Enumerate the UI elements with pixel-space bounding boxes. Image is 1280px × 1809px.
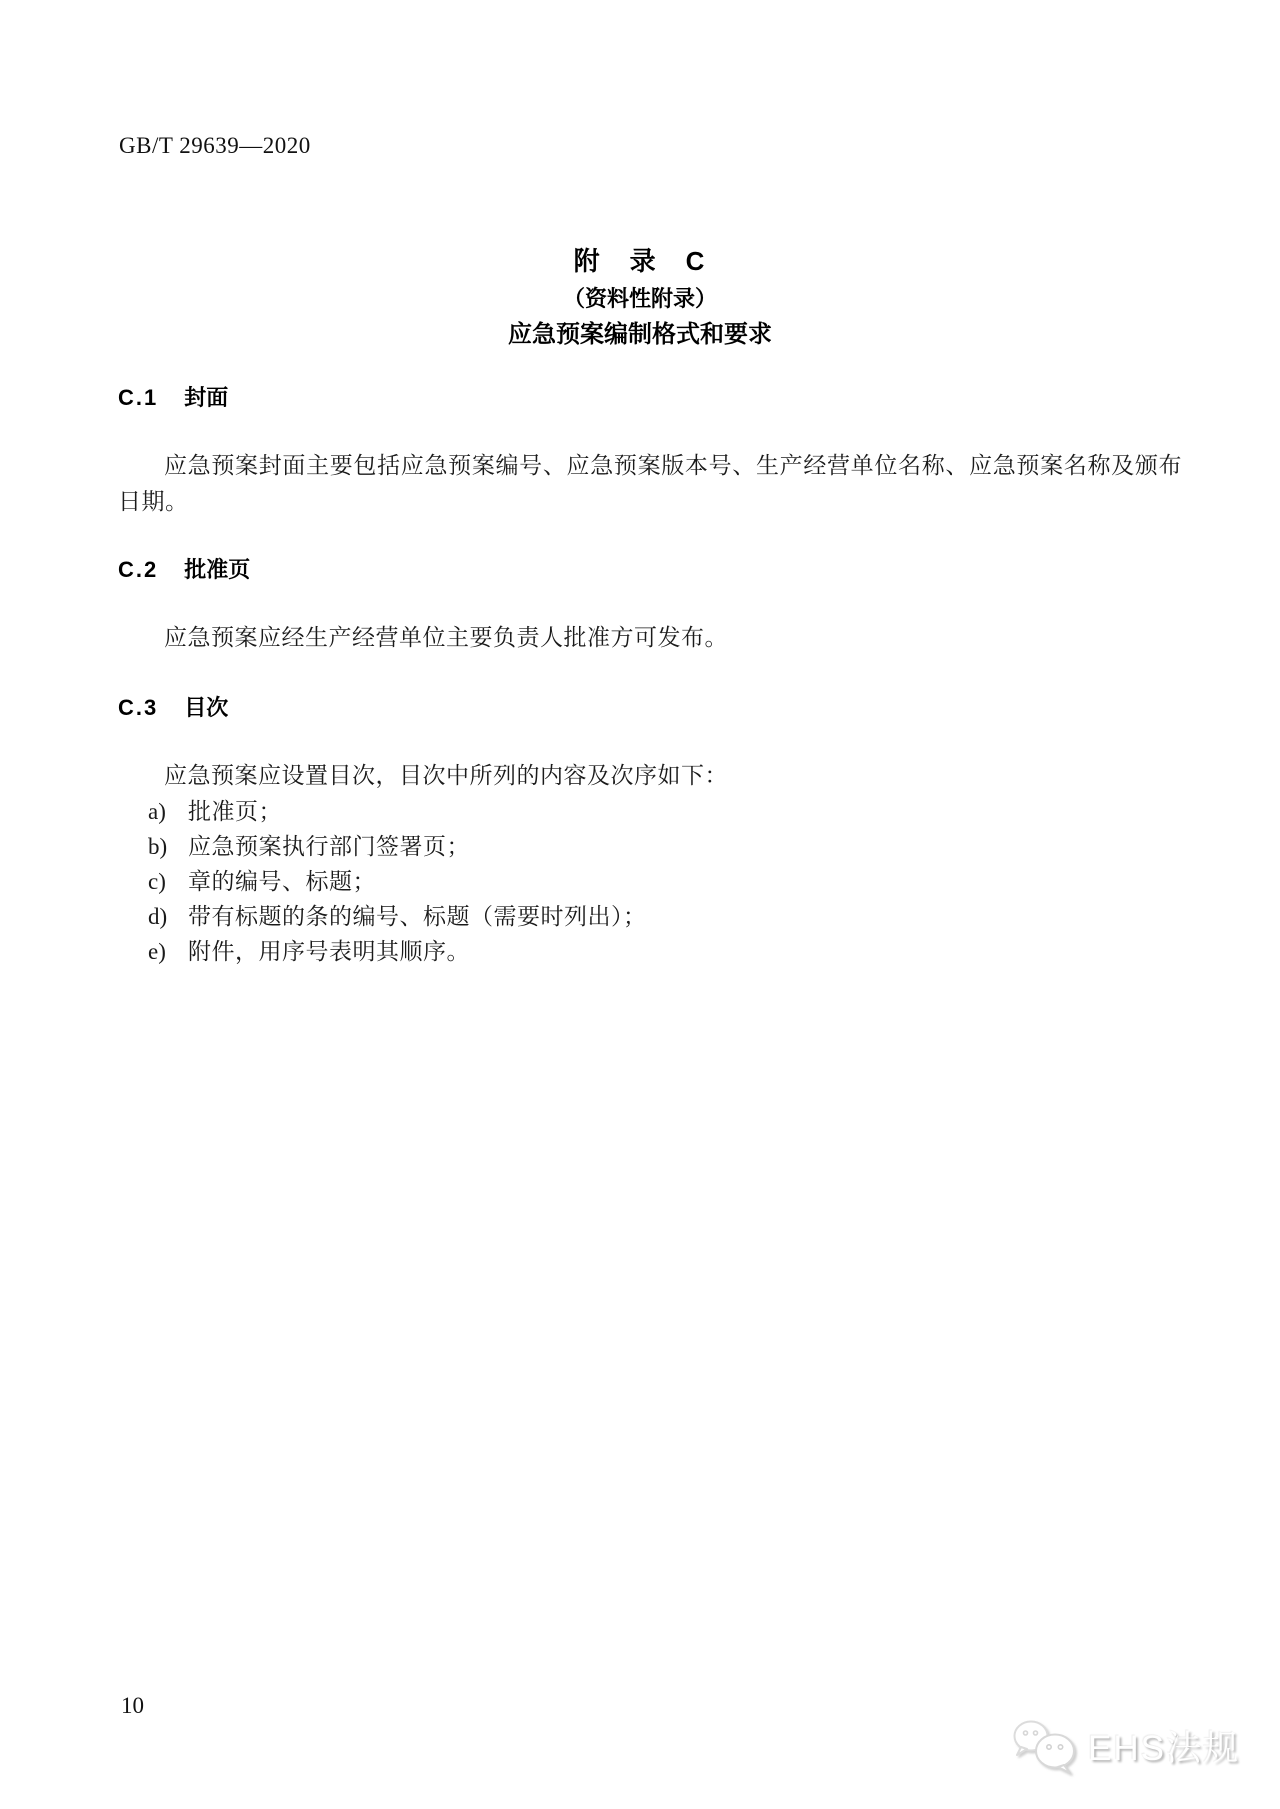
standard-number: GB/T 29639—2020 <box>119 133 311 158</box>
clause-title: 目次 <box>184 695 229 720</box>
document-body <box>118 384 1182 969</box>
clause-heading-c2 <box>118 556 1182 584</box>
clause-number: C.3 <box>118 695 159 720</box>
watermark-text: EHS法规 <box>1088 1729 1240 1768</box>
page-number: 10 <box>121 1693 144 1718</box>
toc-content-list <box>118 794 1182 969</box>
clause-number: C.1 <box>118 385 159 410</box>
list-item <box>118 829 1182 864</box>
clause-c2-paragraph: 应急预案应经生产经营单位主要负责人批准方可发布。 <box>164 625 728 650</box>
list-item-marker: a) <box>148 799 166 824</box>
clause-title: 封面 <box>184 385 229 410</box>
list-item-text: 附件，用序号表明其顺序。 <box>188 939 470 964</box>
appendix-type-note: （资料性附录） <box>562 286 717 311</box>
list-item-text: 批准页； <box>188 799 282 824</box>
appendix-subject-title: 应急预案编制格式和要求 <box>508 321 772 348</box>
list-item <box>118 899 1182 934</box>
list-item-text: 应急预案执行部门签署页； <box>188 834 470 859</box>
list-item-marker: c) <box>148 869 166 894</box>
clause-c1-paragraph: 应急预案封面主要包括应急预案编号、应急预案版本号、生产经营单位名称、应急预案名称及颁布日期。 <box>118 453 1182 514</box>
ehs-watermark <box>1008 1717 1240 1775</box>
clause-title: 批准页 <box>184 557 251 582</box>
appendix-title-block <box>0 246 1280 349</box>
clause-heading-c1 <box>118 384 1182 412</box>
wechat-icon <box>1008 1717 1080 1775</box>
list-item <box>118 934 1182 969</box>
list-item <box>118 864 1182 899</box>
clause-c3-paragraph: 应急预案应设置目次，目次中所列的内容及次序如下： <box>164 763 728 788</box>
list-item-text: 章的编号、标题； <box>188 869 376 894</box>
clause-heading-c3 <box>118 694 1182 722</box>
appendix-label: 附 录 C <box>573 246 707 276</box>
list-item-marker: d) <box>148 904 168 929</box>
list-item-text: 带有标题的条的编号、标题（需要时列出）； <box>188 904 647 929</box>
list-item-marker: e) <box>148 939 166 964</box>
list-item-marker: b) <box>148 834 168 859</box>
list-item <box>118 794 1182 829</box>
clause-number: C.2 <box>118 557 159 582</box>
